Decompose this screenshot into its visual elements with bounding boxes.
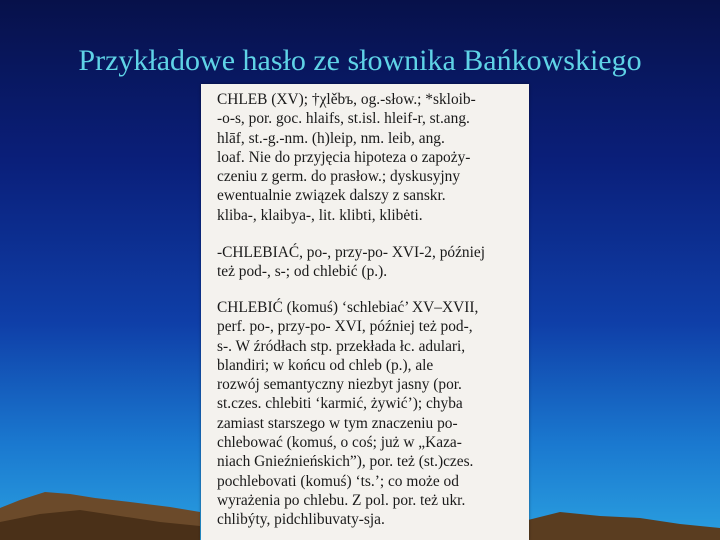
entry-line: loaf. Nie do przyjęcia hipoteza o zapoży-	[217, 148, 471, 166]
entry-chlebiac	[217, 243, 521, 282]
entry-line: też pod-, s-; od chlebić (p.).	[217, 263, 388, 281]
entry-line: chlibýty, pidchlibuvaty-sja.	[217, 511, 385, 529]
entry-line: zamiast starszego w tym znaczeniu po-	[217, 414, 458, 432]
entry-line: pochlebovati (komuś) ‘ts.’; co może od	[217, 472, 459, 490]
entry-line: czeniu z germ. do prasłow.; dyskusyjny	[217, 168, 461, 186]
slide-title: Przykładowe hasło ze słownika Bańkowskiego	[78, 44, 642, 77]
dictionary-page-scan	[201, 84, 529, 540]
entry-line: st.czes. chlebiti ‘karmić, żywić’); chyba	[217, 395, 463, 413]
entry-line: s-. W źródłach stp. przekłada łc. adulari,	[217, 337, 466, 355]
entry-line: wyrażenia po chlebu. Z pol. por. też ukr.	[217, 491, 466, 509]
entry-chleb	[217, 90, 521, 225]
entry-line: ewentualnie związek dalszy z sanskr.	[217, 187, 446, 205]
entry-line: niach Gnieźnieńskich”), por. też (st.)czes.	[217, 453, 474, 471]
entry-line: -o-s, por. goc. hlaifs, st.isl. hleif-r, st.ang.	[217, 110, 470, 128]
entry-line: CHLEB (XV); †χlěbъ, og.-słow.; *skloib-	[217, 91, 476, 108]
entry-line: perf. po-, przy-po- XVI, później też pod-,	[217, 318, 473, 336]
entry-chlebic	[217, 298, 521, 530]
entry-line: kliba-, klaibya-, lit. klibti, klibėti.	[217, 206, 423, 224]
entry-line: blandiri; w końcu od chleb (p.), ale	[217, 356, 434, 374]
entry-line: rozwój semantyczny niezbyt jasny (por.	[217, 376, 462, 394]
entry-line: CHLEBIĆ (komuś) ‘schlebiać’ XV–XVII,	[217, 299, 479, 316]
entry-line: hlāf, st.-g.-nm. (h)leip, nm. leib, ang.	[217, 129, 445, 147]
entry-line: -CHLEBIAĆ, po-, przy-po- XVI-2, później	[217, 244, 485, 261]
entry-line: chlebować (komuś, o coś; już w „Kaza-	[217, 434, 462, 452]
